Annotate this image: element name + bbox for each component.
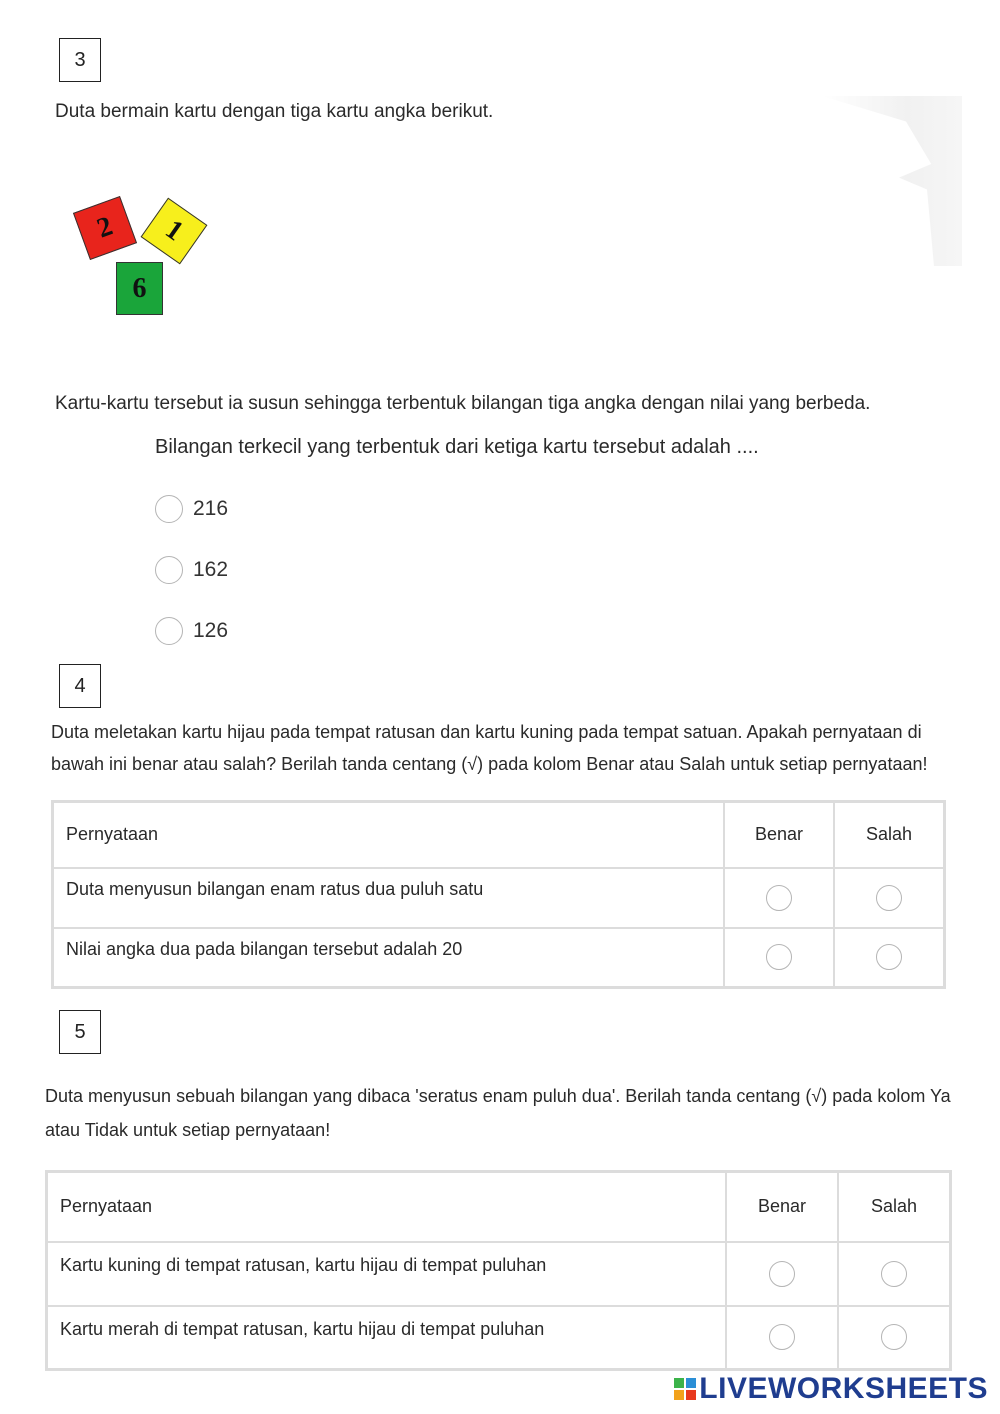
header-false: Salah [834, 802, 945, 868]
true-cell [724, 868, 834, 928]
table-row [53, 868, 945, 928]
option-126[interactable] [155, 615, 228, 647]
header-statement: Pernyataan [47, 1172, 727, 1242]
statement-text: Duta menyusun bilangan enam ratus dua puluh satu [53, 868, 725, 928]
header-true: Benar [726, 1172, 838, 1242]
q5-line-2: atau Tidak untuk setiap pernyataan! [45, 1120, 331, 1140]
option-162[interactable] [155, 554, 228, 586]
false-cell [834, 868, 945, 928]
decorative-shape [822, 96, 962, 266]
radio-false[interactable] [881, 1324, 907, 1350]
q4-instructions [51, 716, 981, 780]
logo-grid-icon [674, 1378, 696, 1400]
radio-true[interactable] [769, 1261, 795, 1287]
radio-true[interactable] [769, 1324, 795, 1350]
statement-text: Kartu kuning di tempat ratusan, kartu hijau di tempat puluhan [47, 1242, 727, 1306]
question-number-3: 3 [59, 38, 101, 82]
card-red: 2 [73, 196, 137, 260]
true-cell [724, 928, 834, 988]
radio-false[interactable] [876, 885, 902, 911]
option-label: 126 [193, 619, 229, 642]
card-yellow: 1 [141, 198, 208, 265]
false-cell [834, 928, 945, 988]
option-216[interactable] [155, 493, 228, 525]
liveworksheets-logo [674, 1372, 988, 1406]
table-row [47, 1306, 951, 1370]
q4-line-1: Duta meletakan kartu hijau pada tempat ratusan dan kartu kuning pada tempat satuan. Apakah pernyataan di [51, 722, 922, 742]
q5-line-1: Duta menyusun sebuah bilangan yang dibaca 'seratus enam puluh dua'. Berilah tanda centang (√) pada kolom Ya [45, 1086, 951, 1106]
table-header-row [47, 1172, 951, 1242]
q4-line-2: bawah ini benar atau salah? Berilah tanda centang (√) pada kolom Benar atau Salah untuk setiap pernyataan! [51, 754, 928, 774]
header-true: Benar [724, 802, 834, 868]
radio-button[interactable] [155, 556, 183, 584]
question-number-5: 5 [59, 1010, 101, 1054]
radio-false[interactable] [881, 1261, 907, 1287]
radio-true[interactable] [766, 944, 792, 970]
table-row [53, 928, 945, 988]
q5-instructions [45, 1079, 985, 1147]
false-cell [838, 1242, 951, 1306]
logo-text: LIVEWORKSHEETS [699, 1372, 988, 1405]
radio-false[interactable] [876, 944, 902, 970]
statement-text: Kartu merah di tempat ratusan, kartu hijau di tempat puluhan [47, 1306, 727, 1370]
card-green: 6 [116, 262, 163, 315]
q3-statement: Kartu-kartu tersebut ia susun sehingga terbentuk bilangan tiga angka dengan nilai yang berbeda. [55, 393, 871, 414]
statement-text: Nilai angka dua pada bilangan tersebut adalah 20 [53, 928, 725, 988]
true-cell [726, 1306, 838, 1370]
q3-question: Bilangan terkecil yang terbentuk dari ketiga kartu tersebut adalah .... [155, 436, 759, 458]
option-label: 162 [193, 558, 229, 581]
false-cell [838, 1306, 951, 1370]
table-header-row [53, 802, 945, 868]
option-label: 216 [193, 497, 229, 520]
radio-true[interactable] [766, 885, 792, 911]
q5-table [45, 1170, 952, 1371]
radio-button[interactable] [155, 617, 183, 645]
header-statement: Pernyataan [53, 802, 725, 868]
question-number-4: 4 [59, 664, 101, 708]
header-false: Salah [838, 1172, 951, 1242]
q3-intro: Duta bermain kartu dengan tiga kartu angka berikut. [55, 101, 494, 122]
radio-button[interactable] [155, 495, 183, 523]
true-cell [726, 1242, 838, 1306]
q4-table [51, 800, 946, 989]
table-row [47, 1242, 951, 1306]
